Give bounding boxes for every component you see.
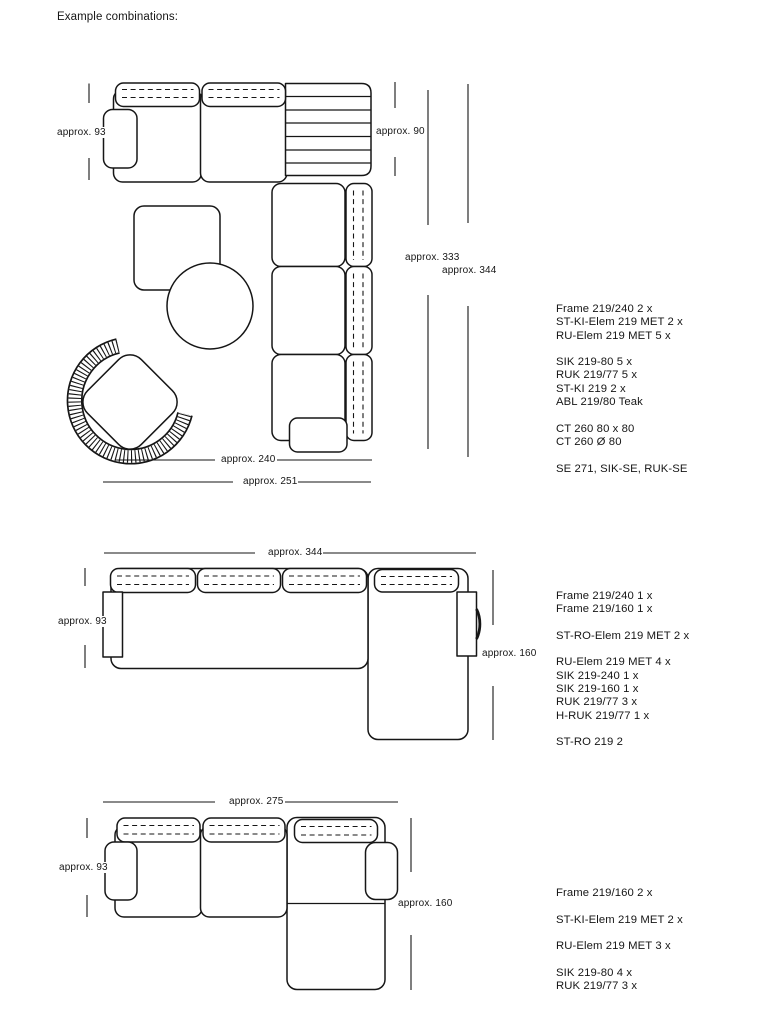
parts-list-line: Frame 219/240 2 x bbox=[556, 303, 653, 315]
back-cushion bbox=[198, 569, 281, 593]
dim-label-bottom-width-inner-1: approx. 240 bbox=[221, 454, 276, 465]
parts-list-line: RUK 219/77 3 x bbox=[556, 696, 638, 709]
parts-list-line: ST-RO 219 2 bbox=[556, 736, 624, 749]
back-cushion bbox=[346, 355, 372, 441]
back-cushion bbox=[283, 569, 367, 593]
parts-list-line: ST-KI 219 2 x bbox=[556, 382, 626, 395]
armrest bbox=[457, 592, 477, 656]
parts-list-line bbox=[556, 343, 688, 356]
parts-list-line bbox=[556, 449, 688, 462]
parts-list-line: RUK 219/77 3 x bbox=[556, 980, 638, 993]
dim-label-sofa-depth-2: approx. 93 bbox=[58, 616, 107, 627]
parts-list-line: ST-RO-Elem 219 MET 2 x bbox=[556, 629, 690, 642]
dim-label-top-width-2: approx. 344 bbox=[268, 547, 323, 558]
parts-list-line: SIK 219-240 1 x bbox=[556, 669, 639, 682]
page-title: Example combinations: bbox=[57, 11, 178, 23]
dim-label-chaise-depth-3: approx. 160 bbox=[398, 898, 453, 909]
armrest bbox=[290, 418, 348, 452]
shelf-element-abl bbox=[286, 84, 372, 176]
floor-plan-combination-3 bbox=[87, 802, 411, 990]
parts-list-line bbox=[556, 617, 689, 630]
parts-list-line: CT 260 80 x 80 bbox=[556, 422, 635, 435]
armrest bbox=[104, 110, 138, 169]
dim-label-chaise-depth-2: approx. 160 bbox=[482, 648, 537, 659]
parts-list-line bbox=[556, 953, 683, 966]
parts-list-line: ABL 219/80 Teak bbox=[556, 396, 643, 409]
parts-list-line: ST-KI-Elem 219 MET 2 x bbox=[556, 913, 683, 926]
parts-list-line bbox=[556, 723, 689, 736]
parts-list-line bbox=[556, 409, 688, 422]
parts-list-line: H-RUK 219/77 1 x bbox=[556, 709, 650, 722]
swivel-chair bbox=[75, 346, 185, 457]
parts-list-combination-3 bbox=[556, 887, 683, 993]
parts-list-line: SIK 219-80 4 x bbox=[556, 966, 633, 979]
dim-label-sofa-depth-1: approx. 93 bbox=[57, 127, 106, 138]
floor-plan-combination-1 bbox=[75, 82, 468, 482]
parts-list-line: ST-KI-Elem 219 MET 2 x bbox=[556, 316, 683, 329]
parts-list-line bbox=[556, 900, 683, 913]
back-cushion bbox=[202, 83, 286, 107]
back-cushion bbox=[346, 267, 372, 355]
chaise-element bbox=[368, 569, 468, 740]
parts-list-line bbox=[556, 927, 683, 940]
parts-list-line bbox=[556, 643, 689, 656]
parts-list-line: SIK 219-80 5 x bbox=[556, 356, 633, 369]
dim-label-bottom-width-outer-1: approx. 251 bbox=[243, 476, 298, 487]
armrest bbox=[366, 843, 398, 900]
parts-list-line: RU-Elem 219 MET 3 x bbox=[556, 940, 671, 953]
floor-plan-combination-2 bbox=[85, 553, 493, 740]
armrest bbox=[105, 842, 137, 900]
parts-list-line: SE 271, SIK-SE, RUK-SE bbox=[556, 462, 688, 475]
parts-list-line: Frame 219/240 1 x bbox=[556, 590, 653, 602]
seat-element bbox=[272, 184, 345, 267]
parts-list-line: Frame 219/160 1 x bbox=[556, 603, 653, 616]
back-cushion bbox=[203, 818, 285, 842]
parts-list-line: RU-Elem 219 MET 4 x bbox=[556, 656, 671, 669]
parts-list-line: SIK 219-160 1 x bbox=[556, 683, 639, 696]
dim-label-right-length-inner-1: approx. 333 bbox=[405, 252, 460, 263]
parts-list-combination-1 bbox=[556, 303, 688, 476]
dim-label-sofa-depth-3: approx. 93 bbox=[59, 862, 108, 873]
parts-list-line: RUK 219/77 5 x bbox=[556, 369, 638, 382]
parts-list-combination-2 bbox=[556, 590, 689, 750]
coffee-table-round bbox=[167, 263, 253, 349]
back-cushion bbox=[295, 820, 378, 843]
parts-list-line: CT 260 Ø 80 bbox=[556, 435, 622, 448]
dim-label-top-width-3: approx. 275 bbox=[229, 796, 284, 807]
parts-list-line: Frame 219/160 2 x bbox=[556, 887, 653, 899]
back-cushion bbox=[375, 570, 459, 593]
back-cushion bbox=[346, 184, 372, 267]
back-cushion bbox=[117, 818, 200, 842]
parts-list-line: RU-Elem 219 MET 5 x bbox=[556, 329, 671, 342]
back-cushion bbox=[116, 83, 200, 107]
dim-label-right-length-outer-1: approx. 344 bbox=[442, 265, 497, 276]
dim-label-shelf-depth-1: approx. 90 bbox=[376, 126, 425, 137]
back-cushion bbox=[111, 569, 196, 593]
seat-element bbox=[272, 267, 345, 355]
